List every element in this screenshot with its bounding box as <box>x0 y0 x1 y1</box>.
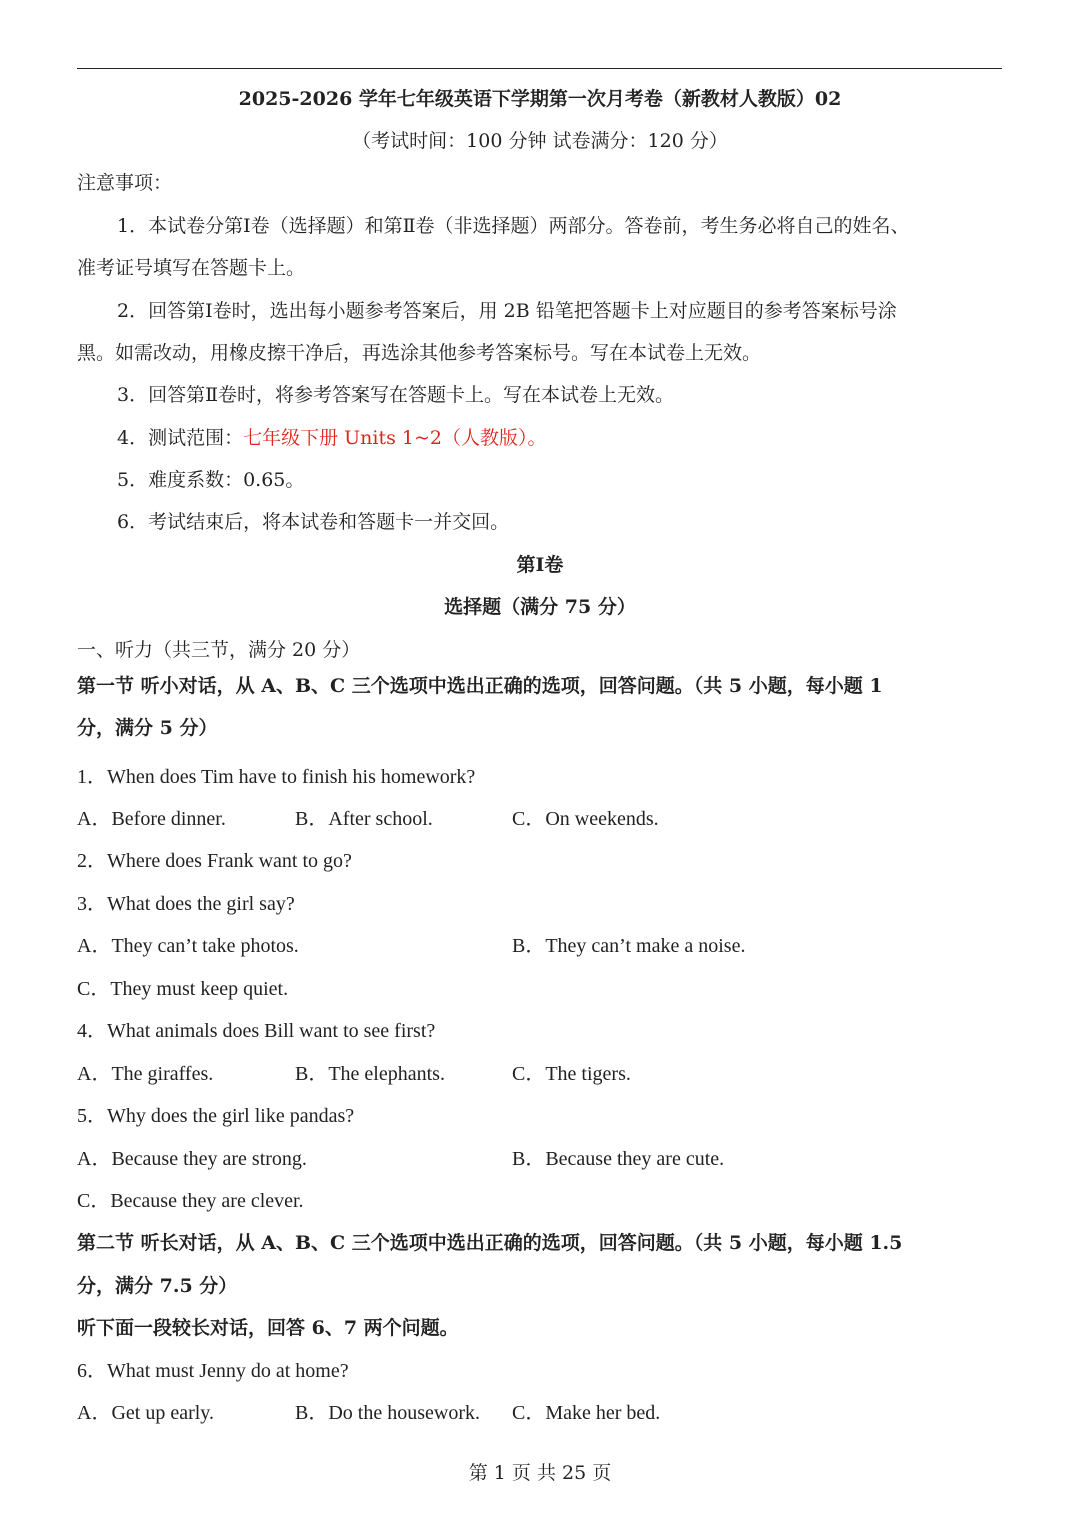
page-footer: 第 1 页 共 25 页 <box>468 1462 612 1484</box>
volume-title: 第Ⅰ卷 <box>516 554 564 576</box>
top-rule <box>77 68 1002 69</box>
scope-highlight: 七年级下册 Units 1~2（人教版）。 <box>243 427 547 449</box>
part-heading: 一、听力（共三节，满分 20 分） <box>77 639 361 661</box>
option-a: A．Before dinner. <box>77 808 226 830</box>
option-b: B．Do the housework. <box>295 1402 480 1424</box>
notice-item: 准考证号填写在答题卡上。 <box>77 257 306 279</box>
option-a: A．They can’t take photos. <box>77 935 299 957</box>
option-a: A．The giraffes. <box>77 1063 214 1085</box>
notice-item: 黑。如需改动，用橡皮擦干净后，再选涂其他参考答案标号。写在本试卷上无效。 <box>77 342 762 364</box>
option-a: A．Because they are strong. <box>77 1148 307 1170</box>
option-b: B．They can’t make a noise. <box>512 935 746 957</box>
question-2: 2．Where does Frank want to go? <box>77 850 352 872</box>
notice-item: 3．回答第Ⅱ卷时，将参考答案写在答题卡上。写在本试卷上无效。 <box>117 384 675 406</box>
option-b: B．Because they are cute. <box>512 1148 725 1170</box>
option-b: B．The elephants. <box>295 1063 445 1085</box>
option-c: C．Because they are clever. <box>77 1190 304 1212</box>
notice-item: 1．本试卷分第Ⅰ卷（选择题）和第Ⅱ卷（非选择题）两部分。答卷前，考生务必将自己的姓名、 <box>117 215 910 237</box>
scope-label: 4．测试范围： <box>117 427 244 449</box>
option-a: A．Get up early. <box>77 1402 214 1424</box>
exam-info: （考试时间：100 分钟 试卷满分：120 分） <box>352 130 728 152</box>
option-c: C．The tigers. <box>512 1063 631 1085</box>
page-title: 2025-2026 学年七年级英语下学期第一次月考卷（新教材人教版）02 <box>238 88 842 110</box>
section-heading: 分，满分 7.5 分） <box>77 1275 238 1297</box>
question-4: 4．What animals does Bill want to see first? <box>77 1020 436 1042</box>
question-6: 6．What must Jenny do at home? <box>77 1360 349 1382</box>
notice-item-scope <box>117 423 546 453</box>
option-c: C．On weekends. <box>512 808 659 830</box>
notice-item: 2．回答第Ⅰ卷时，选出每小题参考答案后，用 2B 铅笔把答题卡上对应题目的参考答案标号涂 <box>117 300 897 322</box>
section-heading: 第一节 听小对话，从 A、B、C 三个选项中选出正确的选项，回答问题。（共 5 小题，每小题 1 <box>77 675 883 697</box>
section-heading: 第二节 听长对话，从 A、B、C 三个选项中选出正确的选项，回答问题。（共 5 小题，每小题 1.5 <box>77 1232 903 1254</box>
option-c: C．They must keep quiet. <box>77 978 289 1000</box>
volume-subtitle: 选择题（满分 75 分） <box>444 596 636 618</box>
section-heading: 分，满分 5 分） <box>77 717 218 739</box>
notice-item: 5．难度系数：0.65。 <box>117 469 305 491</box>
question-1: 1．When does Tim have to finish his homework? <box>77 766 476 788</box>
section-instruction: 听下面一段较长对话，回答 6、7 两个问题。 <box>77 1317 459 1339</box>
question-5: 5．Why does the girl like pandas? <box>77 1105 355 1127</box>
option-b: B．After school. <box>295 808 433 830</box>
notice-item: 6．考试结束后，将本试卷和答题卡一并交回。 <box>117 511 510 533</box>
notice-heading: 注意事项： <box>77 172 173 194</box>
question-3: 3．What does the girl say? <box>77 893 295 915</box>
option-c: C．Make her bed. <box>512 1402 661 1424</box>
